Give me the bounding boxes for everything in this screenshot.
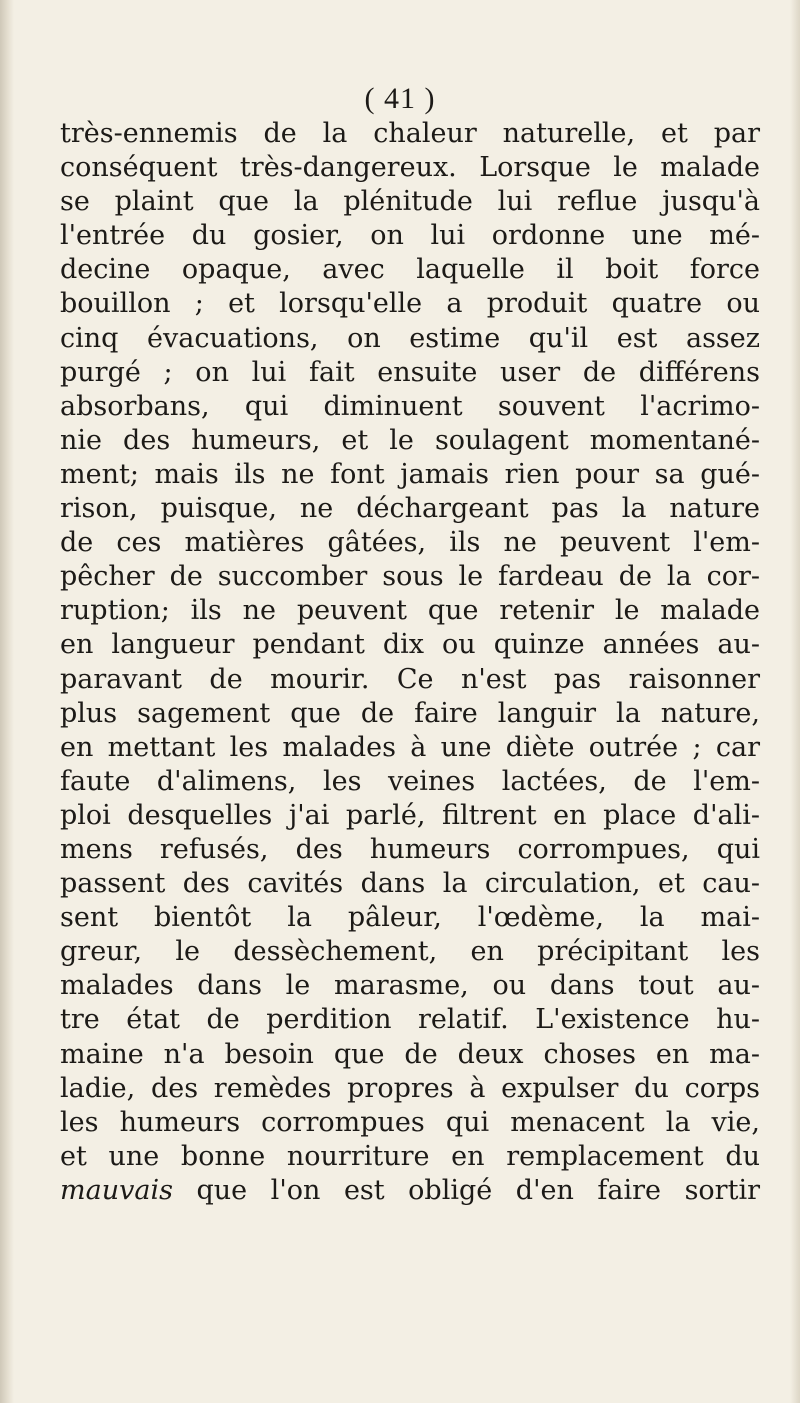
page-number: ( 41 ) bbox=[364, 82, 436, 115]
text-line: pêcher de succomber sous le fardeau de la cor- bbox=[60, 561, 760, 593]
text-line: les humeurs corrompues qui menacent la vie, bbox=[60, 1106, 760, 1138]
text-line: paravant de mourir. Ce n'est pas raisonner bbox=[60, 663, 760, 695]
text-line: purgé ; on lui fait ensuite user de différens bbox=[60, 356, 760, 388]
text-line: ment; mais ils ne font jamais rien pour sa gué- bbox=[60, 458, 760, 490]
text-line: de ces matières gâtées, ils ne peuvent l'em- bbox=[60, 527, 760, 559]
text-line: bouillon ; et lorsqu'elle a produit quatre ou bbox=[60, 288, 760, 320]
text-line: mens refusés, des humeurs corrompues, qui bbox=[60, 833, 760, 865]
text-line: l'entrée du gosier, on lui ordonne une mé- bbox=[60, 220, 760, 252]
text-line: cinq évacuations, on estime qu'il est assez bbox=[60, 322, 760, 354]
text-line: rison, puisque, ne déchargeant pas la nature bbox=[60, 493, 760, 525]
text-line: tre état de perdition relatif. L'existence hu- bbox=[60, 1004, 760, 1036]
body-text bbox=[60, 117, 760, 1208]
text-line: ploi desquelles j'ai parlé, filtrent en place d'ali- bbox=[60, 799, 760, 831]
text-line: absorbans, qui diminuent souvent l'acrimo- bbox=[60, 390, 760, 422]
text-line: sent bientôt la pâleur, l'œdème, la mai- bbox=[60, 902, 760, 934]
page-binding-edge bbox=[0, 0, 14, 1403]
text-line-last bbox=[60, 1174, 760, 1208]
text-line: ladie, des remèdes propres à expulser du corps bbox=[60, 1072, 760, 1104]
text-line: conséquent très-dangereux. Lorsque le malade bbox=[60, 152, 760, 184]
text-line: en langueur pendant dix ou quinze années au- bbox=[60, 629, 760, 661]
text-line: maine n'a besoin que de deux choses en ma- bbox=[60, 1038, 760, 1070]
text-line: et une bonne nourriture en remplacement du bbox=[60, 1140, 760, 1172]
page-outer-edge bbox=[790, 0, 800, 1403]
text-line: greur, le dessèchement, en précipitant les bbox=[60, 936, 760, 968]
italic-word: mauvais bbox=[60, 1174, 173, 1206]
text-line: passent des cavités dans la circulation, et cau- bbox=[60, 868, 760, 900]
text-line: plus sagement que de faire languir la nature, bbox=[60, 697, 760, 729]
text-line: faute d'alimens, les veines lactées, de l'em- bbox=[60, 765, 760, 797]
text-line: en mettant les malades à une diète outrée ; car bbox=[60, 731, 760, 763]
last-line-rest: que l'on est obligé d'en faire sortir bbox=[172, 1174, 760, 1206]
text-line: malades dans le marasme, ou dans tout au- bbox=[60, 970, 760, 1002]
text-line: decine opaque, avec laquelle il boit force bbox=[60, 254, 760, 286]
text-line: nie des humeurs, et le soulagent momentané- bbox=[60, 424, 760, 456]
text-line: ruption; ils ne peuvent que retenir le malade bbox=[60, 595, 760, 627]
text-line: très-ennemis de la chaleur naturelle, et par bbox=[60, 118, 760, 149]
text-line: se plaint que la plénitude lui reflue jusqu'à bbox=[60, 186, 760, 218]
